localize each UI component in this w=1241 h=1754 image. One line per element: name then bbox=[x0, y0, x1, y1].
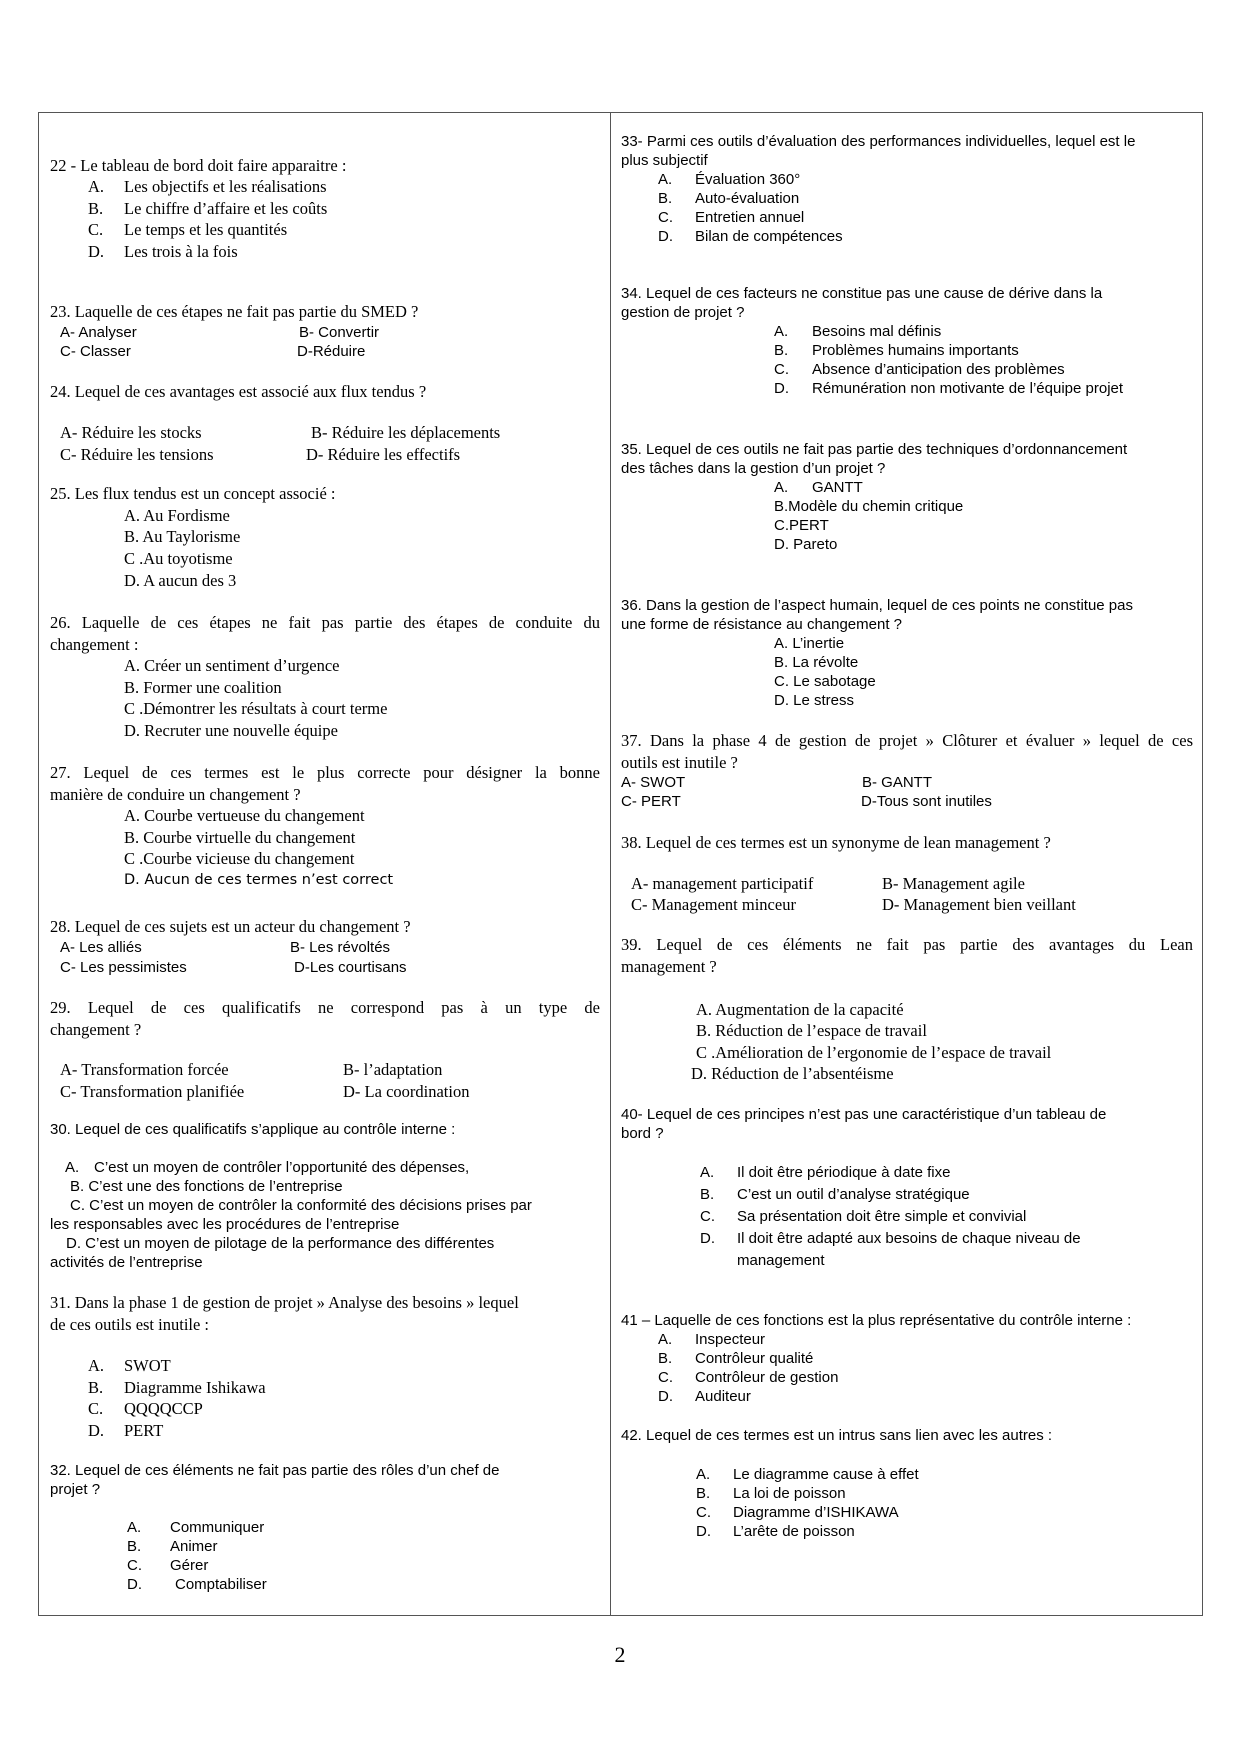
option-label: A. bbox=[88, 1356, 105, 1375]
question-prompt-cont: management ? bbox=[621, 957, 717, 976]
option-d: D. A aucun des 3 bbox=[124, 571, 237, 590]
question-prompt-cont: changement ? bbox=[50, 1020, 142, 1039]
option-a: A. Au Fordisme bbox=[124, 506, 230, 525]
option-b: B. Former une coalition bbox=[124, 678, 282, 697]
option-c: C- Transformation planifiée bbox=[60, 1082, 245, 1101]
option-text: Il doit être adapté aux besoins de chaque niveau de bbox=[737, 1230, 1081, 1247]
question-prompt: 33- Parmi ces outils d’évaluation des performances individuelles, lequel est le bbox=[621, 133, 1136, 150]
option-text: Évaluation 360° bbox=[695, 171, 801, 188]
option-label: B. bbox=[658, 1350, 673, 1367]
option-text: Auditeur bbox=[695, 1388, 751, 1405]
option-text: Diagramme d’ISHIKAWA bbox=[733, 1504, 899, 1521]
question-prompt: 37. Dans la phase 4 de gestion de projet » Clôturer et évaluer » lequel de ces bbox=[621, 731, 1193, 750]
question-prompt: 26. Laquelle de ces étapes ne fait pas partie des étapes de conduite du bbox=[50, 613, 600, 632]
option-c: C .Démontrer les résultats à court terme bbox=[124, 699, 388, 718]
option-label: C. bbox=[774, 361, 789, 378]
option-d: D. Aucun de ces termes n’est correct bbox=[124, 872, 394, 888]
option-d: D- Réduire les effectifs bbox=[306, 445, 461, 464]
question-prompt-cont: projet ? bbox=[50, 1481, 101, 1498]
option-label: C. bbox=[696, 1504, 711, 1521]
option-label: A. bbox=[700, 1164, 715, 1181]
option-text: Besoins mal définis bbox=[812, 323, 942, 340]
option-d: D-Les courtisans bbox=[294, 959, 407, 976]
option-text: Le chiffre d’affaire et les coûts bbox=[124, 199, 328, 218]
question-prompt: 23. Laquelle de ces étapes ne fait pas partie du SMED ? bbox=[50, 302, 419, 321]
question-prompt: 25. Les flux tendus est un concept associé : bbox=[50, 484, 336, 503]
option-text: Contrôleur de gestion bbox=[695, 1369, 839, 1386]
question-prompt: 41 – Laquelle de ces fonctions est la plus représentative du contrôle interne : bbox=[621, 1312, 1132, 1329]
option-text: PERT bbox=[124, 1421, 164, 1440]
option-text: QQQQCCP bbox=[124, 1399, 203, 1418]
option-text: Communiquer bbox=[170, 1519, 265, 1536]
question-prompt: 28. Lequel de ces sujets est un acteur du changement ? bbox=[50, 917, 411, 936]
question-prompt-cont: plus subjectif bbox=[621, 152, 708, 169]
option-label: C. bbox=[127, 1557, 142, 1574]
question-prompt: 32. Lequel de ces éléments ne fait pas partie des rôles d’un chef de bbox=[50, 1462, 500, 1479]
option-a: A. L’inertie bbox=[774, 635, 845, 652]
option-text: Rémunération non motivante de l’équipe projet bbox=[812, 380, 1124, 397]
option-label: C. bbox=[658, 209, 673, 226]
option-c: C- Management minceur bbox=[631, 895, 796, 914]
question-prompt: 22 - Le tableau de bord doit faire apparaitre : bbox=[50, 156, 347, 175]
question-prompt: 27. Lequel de ces termes est le plus correcte pour désigner la bonne bbox=[50, 763, 600, 782]
option-label: B. bbox=[658, 190, 673, 207]
option-label: B. bbox=[127, 1538, 142, 1555]
option-text: La loi de poisson bbox=[733, 1485, 846, 1502]
option-label: B. bbox=[774, 342, 789, 359]
option-label: A. bbox=[658, 1331, 673, 1348]
question-prompt: 24. Lequel de ces avantages est associé aux flux tendus ? bbox=[50, 382, 427, 401]
option-text: Animer bbox=[170, 1538, 218, 1555]
option-label: A. bbox=[658, 171, 673, 188]
option-a: A- Réduire les stocks bbox=[60, 423, 202, 442]
option-label: D. bbox=[774, 380, 789, 397]
option-label: D. bbox=[658, 228, 673, 245]
option-d: D. Pareto bbox=[774, 536, 838, 553]
option-a: A- Les alliés bbox=[60, 939, 142, 956]
option-text: Gérer bbox=[170, 1557, 209, 1574]
option-a: A- management participatif bbox=[631, 874, 814, 893]
option-d: D. Le stress bbox=[774, 692, 855, 709]
question-prompt: 38. Lequel de ces termes est un synonyme de lean management ? bbox=[621, 833, 1051, 852]
option-c: C. Le sabotage bbox=[774, 673, 876, 690]
option-b: B. Au Taylorisme bbox=[124, 527, 241, 546]
option-label: C. bbox=[88, 220, 104, 239]
option-text: GANTT bbox=[812, 479, 863, 496]
option-text: Les objectifs et les réalisations bbox=[124, 177, 327, 196]
option-text: Le diagramme cause à effet bbox=[733, 1466, 919, 1483]
option-b: B- Management agile bbox=[882, 874, 1025, 893]
question-prompt: 40- Lequel de ces principes n’est pas une caractéristique d’un tableau de bbox=[621, 1106, 1107, 1123]
option-label: A. bbox=[127, 1519, 142, 1536]
option-b: B- Les révoltés bbox=[290, 939, 391, 956]
question-prompt: 42. Lequel de ces termes est un intrus sans lien avec les autres : bbox=[621, 1427, 1053, 1444]
option-d: D. Recruter une nouvelle équipe bbox=[124, 721, 338, 740]
option-text: Absence d’anticipation des problèmes bbox=[812, 361, 1065, 378]
option-label: D. bbox=[700, 1230, 715, 1247]
question-prompt: 36. Dans la gestion de l’aspect humain, lequel de ces points ne constitue pas bbox=[621, 597, 1133, 614]
option-a: A- Analyser bbox=[60, 324, 137, 341]
option-text: Bilan de compétences bbox=[695, 228, 843, 245]
option-c: C- Réduire les tensions bbox=[60, 445, 214, 464]
option-b: B. Réduction de l’espace de travail bbox=[696, 1021, 927, 1040]
question-prompt-cont: manière de conduire un changement ? bbox=[50, 785, 301, 804]
question-prompt: 34. Lequel de ces facteurs ne constitue pas une cause de dérive dans la bbox=[621, 285, 1103, 302]
option-label: A. bbox=[88, 177, 105, 196]
option-d: D. Réduction de l’absentéisme bbox=[691, 1064, 894, 1083]
option-b: B. C’est une des fonctions de l’entreprise bbox=[70, 1178, 343, 1195]
option-text: C’est un moyen de contrôler l’opportunité des dépenses, bbox=[94, 1159, 470, 1176]
option-label: A. bbox=[65, 1159, 80, 1176]
option-label: D. bbox=[88, 1421, 105, 1440]
question-prompt-cont: de ces outils est inutile : bbox=[50, 1315, 210, 1334]
column-divider bbox=[610, 112, 611, 1616]
option-label: C. bbox=[88, 1399, 104, 1418]
option-text: Il doit être périodique à date fixe bbox=[737, 1164, 951, 1181]
option-d-cont: activités de l’entreprise bbox=[50, 1254, 203, 1271]
option-c: C .Amélioration de l’ergonomie de l’espace de travail bbox=[696, 1043, 1052, 1062]
option-c: C- Les pessimistes bbox=[60, 959, 187, 976]
option-a: A. Courbe vertueuse du changement bbox=[124, 806, 365, 825]
question-prompt: 30. Lequel de ces qualificatifs s’applique au contrôle interne : bbox=[50, 1121, 456, 1138]
option-label: B. bbox=[88, 199, 104, 218]
option-b: B- GANTT bbox=[862, 774, 932, 791]
question-prompt-cont: gestion de projet ? bbox=[621, 304, 745, 321]
option-a: A- SWOT bbox=[621, 774, 686, 791]
option-text: L’arête de poisson bbox=[733, 1523, 855, 1540]
option-d: D- Management bien veillant bbox=[882, 895, 1076, 914]
page-number: 2 bbox=[614, 1642, 626, 1667]
option-b: B- Convertir bbox=[299, 324, 380, 341]
option-c: C. C’est un moyen de contrôler la conformité des décisions prises par bbox=[70, 1197, 532, 1214]
option-label: A. bbox=[696, 1466, 711, 1483]
question-prompt: 35. Lequel de ces outils ne fait pas partie des techniques d’ordonnancement bbox=[621, 441, 1128, 458]
question-prompt-cont: bord ? bbox=[621, 1125, 664, 1142]
option-d: D. C’est un moyen de pilotage de la performance des différentes bbox=[66, 1235, 495, 1252]
question-prompt-cont: des tâches dans la gestion d’un projet ? bbox=[621, 460, 886, 477]
option-a: A- Transformation forcée bbox=[60, 1060, 229, 1079]
option-d: D- La coordination bbox=[343, 1082, 470, 1101]
option-b: B. Courbe virtuelle du changement bbox=[124, 828, 356, 847]
option-label: D. bbox=[696, 1523, 711, 1540]
option-label: C. bbox=[700, 1208, 715, 1225]
option-c: C- PERT bbox=[621, 793, 681, 810]
option-label: D. bbox=[88, 242, 105, 261]
option-text: Inspecteur bbox=[695, 1331, 766, 1348]
option-text: C’est un outil d’analyse stratégique bbox=[737, 1186, 970, 1203]
option-label: A. bbox=[774, 323, 789, 340]
option-label: B. bbox=[700, 1186, 715, 1203]
option-label: B. bbox=[88, 1378, 104, 1397]
question-prompt-cont: outils est inutile ? bbox=[621, 753, 738, 772]
option-a: A. Augmentation de la capacité bbox=[696, 1000, 904, 1019]
option-b: B.Modèle du chemin critique bbox=[774, 498, 964, 515]
question-prompt: 39. Lequel de ces éléments ne fait pas partie des avantages du Lean bbox=[621, 935, 1193, 954]
option-label: C. bbox=[658, 1369, 673, 1386]
question-prompt-cont: une forme de résistance au changement ? bbox=[621, 616, 903, 633]
option-a: A. Créer un sentiment d’urgence bbox=[124, 656, 340, 675]
option-b: B- l’adaptation bbox=[343, 1060, 443, 1079]
question-prompt: 29. Lequel de ces qualificatifs ne correspond pas à un type de bbox=[50, 998, 600, 1017]
option-text: Le temps et les quantités bbox=[124, 220, 288, 239]
option-text: Auto-évaluation bbox=[695, 190, 800, 207]
option-c: C .Courbe vicieuse du changement bbox=[124, 849, 355, 868]
option-c-cont: les responsables avec les procédures de l’entreprise bbox=[50, 1216, 400, 1233]
option-text: Problèmes humains importants bbox=[812, 342, 1019, 359]
option-label: D. bbox=[658, 1388, 673, 1405]
question-prompt: 31. Dans la phase 1 de gestion de projet » Analyse des besoins » lequel bbox=[50, 1293, 519, 1312]
option-text: Les trois à la fois bbox=[124, 242, 238, 261]
option-b: B- Réduire les déplacements bbox=[311, 423, 501, 442]
option-c: C .Au toyotisme bbox=[124, 549, 233, 568]
option-text: Sa présentation doit être simple et convivial bbox=[737, 1208, 1027, 1225]
option-text: Entretien annuel bbox=[695, 209, 805, 226]
option-text: Comptabiliser bbox=[175, 1576, 267, 1593]
question-prompt-cont: changement : bbox=[50, 635, 139, 654]
option-text: Diagramme Ishikawa bbox=[124, 1378, 266, 1397]
option-text-cont: management bbox=[737, 1252, 825, 1269]
option-text: SWOT bbox=[124, 1356, 171, 1375]
option-c: C.PERT bbox=[774, 517, 829, 534]
option-d: D-Tous sont inutiles bbox=[861, 793, 992, 810]
option-d: D-Réduire bbox=[297, 343, 366, 360]
option-b: B. La révolte bbox=[774, 654, 859, 671]
option-text: Contrôleur qualité bbox=[695, 1350, 814, 1367]
option-label: A. bbox=[774, 479, 789, 496]
option-c: C- Classer bbox=[60, 343, 131, 360]
option-label: D. bbox=[127, 1576, 142, 1593]
option-label: B. bbox=[696, 1485, 711, 1502]
